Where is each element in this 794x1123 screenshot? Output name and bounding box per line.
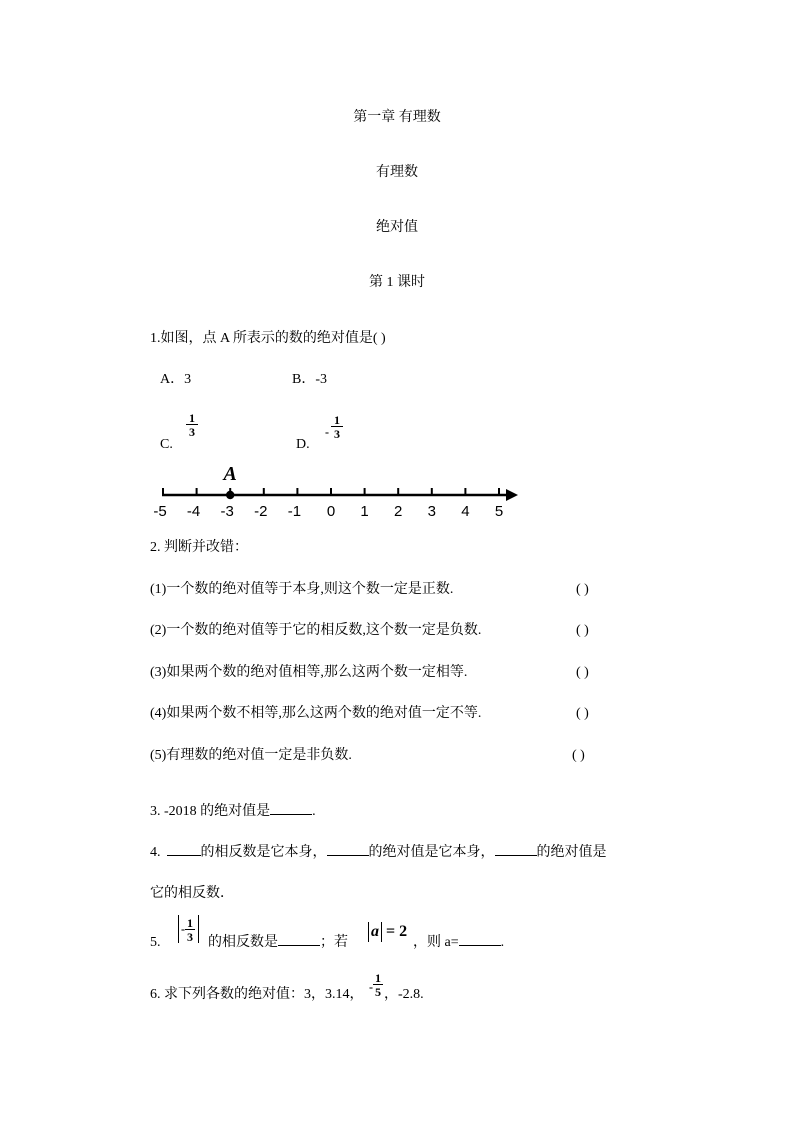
q5-text-2: ；若 — [320, 935, 348, 950]
q4-line-2: 它的相反数． — [150, 886, 234, 901]
number-line-tick-label: 2 — [394, 503, 403, 520]
q3 — [150, 803, 316, 821]
q4-part-1: 的相反数是它本身， — [200, 845, 327, 860]
number-line-tick-label: -1 — [287, 503, 302, 520]
fraction-denominator: 5 — [375, 985, 381, 999]
q4-blank-3[interactable] — [495, 855, 537, 856]
q6-text: 6. 求下列各数的绝对值：3，3.14， — [150, 987, 364, 1002]
q2-item-3: (3)如果两个数的绝对值相等,那么这两个数一定相等. — [150, 665, 468, 680]
q2-answer-paren-1: ( ) — [576, 582, 589, 597]
q1-option-b: B．-3 — [292, 372, 327, 387]
q5-part-2 — [413, 934, 504, 952]
q4-part-2: 的绝对值是它本身， — [368, 845, 495, 860]
point-a-label: A — [223, 463, 237, 485]
q5-minus-sign: - — [181, 922, 185, 936]
q2-answer-paren-4: ( ) — [576, 706, 589, 721]
fraction-numerator: 1 — [334, 413, 340, 427]
q2-item-1: (1)一个数的绝对值等于本身,则这个数一定是正数. — [150, 582, 454, 597]
q3-end: . — [312, 804, 316, 819]
q5-equation-abs-a: a — [368, 922, 382, 942]
number-line — [150, 458, 530, 522]
q5-absolute-value — [178, 915, 199, 943]
chapter-title: 第一章 有理数 — [353, 110, 441, 125]
lesson-title: 第 1 课时 — [369, 275, 425, 290]
q1-option-d-fraction — [331, 414, 343, 440]
q5-text-1: 的相反数是 — [208, 935, 278, 950]
q1-stem: 1.如图，点 A 所表示的数的绝对值是( ) — [150, 331, 386, 346]
fraction-numerator: 1 — [187, 916, 193, 930]
q5-equation-rest: = 2 — [382, 923, 408, 940]
q5-end: . — [500, 935, 505, 950]
q6-tail: ，-2.8. — [384, 987, 424, 1002]
topic-title: 绝对值 — [376, 220, 418, 235]
q1-option-d-label: D. — [296, 437, 310, 452]
section-title: 有理数 — [376, 165, 418, 180]
q1-option-a: A．3 — [160, 372, 192, 387]
q5-fraction — [185, 917, 195, 943]
q3-answer-blank[interactable] — [270, 814, 312, 815]
q5-number: 5. — [150, 935, 161, 950]
q1-option-c-fraction — [186, 412, 198, 438]
q4-part-3: 的绝对值是 — [536, 845, 607, 860]
point-a-dot — [226, 491, 234, 499]
q2-item-4: (4)如果两个数不相等,那么这两个数的绝对值一定不等. — [150, 706, 482, 721]
q2-item-2: (2)一个数的绝对值等于它的相反数,这个数一定是负数. — [150, 623, 482, 638]
fraction-denominator: 3 — [186, 424, 198, 438]
q5-part-1 — [208, 934, 348, 952]
fraction-numerator: 1 — [189, 411, 195, 425]
number-line-arrow-icon — [506, 489, 518, 501]
number-line-tick-label: -4 — [186, 503, 201, 520]
q2-answer-paren-5: ( ) — [572, 748, 585, 763]
q3-text: 3. -2018 的绝对值是 — [150, 804, 271, 819]
q2-stem: 2. 判断并改错： — [150, 540, 248, 555]
q2-answer-paren-3: ( ) — [576, 665, 589, 680]
number-line-tick-label: 5 — [494, 503, 504, 520]
fraction-denominator: 3 — [331, 426, 343, 440]
q1-option-c-label: C. — [160, 437, 173, 452]
q5-equation — [368, 922, 407, 942]
number-line-tick-label: 0 — [326, 503, 336, 520]
q4-blank-2[interactable] — [327, 855, 369, 856]
number-line-tick-label: -3 — [220, 503, 234, 520]
number-line-tick-label: 1 — [360, 503, 369, 520]
number-line-tick-label: -5 — [153, 503, 167, 520]
q5-text-3: ，则 a= — [413, 935, 459, 950]
fraction-denominator: 3 — [187, 930, 193, 944]
q6-fraction — [373, 972, 383, 998]
q6-minus-sign: - — [369, 980, 373, 994]
q5-blank-1[interactable] — [278, 945, 320, 946]
q1-option-d-sign: - — [325, 425, 329, 439]
q4-blank-1[interactable] — [167, 855, 201, 856]
fraction-numerator: 1 — [375, 971, 381, 985]
number-line-tick-label: 3 — [427, 503, 436, 520]
number-line-tick-label: -2 — [254, 503, 268, 520]
number-line-tick-label: 4 — [461, 503, 470, 520]
q4-line-1 — [150, 844, 607, 862]
q4-number: 4. — [150, 845, 161, 860]
q2-answer-paren-2: ( ) — [576, 623, 589, 638]
q2-item-5: (5)有理数的绝对值一定是非负数. — [150, 748, 352, 763]
q5-blank-2[interactable] — [459, 945, 501, 946]
